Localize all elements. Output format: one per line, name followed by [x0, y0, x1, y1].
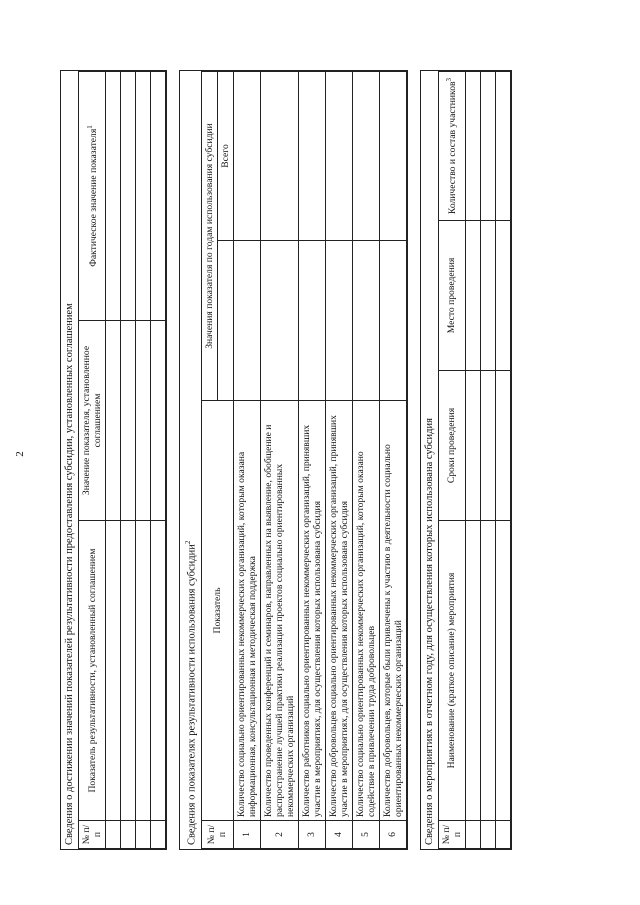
row-num: 1 — [233, 821, 260, 849]
section-results-indicators — [179, 70, 408, 850]
row-indicator-text: Количество социально ориентированных некоммерческих организаций, которым оказана информационная, консультационная и методическая поддержка — [233, 401, 260, 821]
table-row — [465, 72, 480, 849]
page-number: 2 — [14, 451, 26, 457]
footnote-1-mark: 1 — [85, 125, 94, 129]
section-events — [420, 70, 512, 850]
col-planned-header: Значение показателя, установленное соглашением — [79, 321, 106, 521]
results-achievement-table — [78, 71, 166, 849]
section-results-achievement — [60, 70, 167, 850]
table-header-row — [438, 72, 465, 849]
table-row — [298, 72, 325, 849]
col-values-group-header: Значения показателя по годам использования субсидии — [201, 72, 217, 401]
row-num: 3 — [298, 821, 325, 849]
table-header-row — [201, 72, 217, 849]
row-indicator-text: Количество работников социально ориентированных некоммерческих организаций, принявших участие в мероприятиях, для осуществления которых использована субсидия — [298, 401, 325, 821]
col-participants-header — [438, 72, 465, 221]
col-year-header — [217, 241, 233, 401]
footnote-3-mark: 3 — [445, 77, 454, 82]
section2-caption — [180, 71, 201, 849]
row-indicator-text: Количество добровольцев социально ориентированных некоммерческих организаций, принявших участие в мероприятиях, для осуществления которых использована субсидия — [325, 401, 352, 821]
table-row — [260, 72, 298, 849]
col-name-header: Наименование (краткое описание) мероприятия — [438, 521, 465, 821]
table-row — [151, 72, 166, 849]
row-indicator-text: Количество социально ориентированных некоммерческих организаций, которым оказано содействие в привлечении труда добровольцев — [352, 401, 379, 821]
table-row — [121, 72, 136, 849]
col-actual-header-label: Фактическое значение показателя — [88, 128, 100, 267]
table-row — [379, 72, 406, 849]
col-num-header: № п/п — [438, 821, 465, 849]
col-place-header: Место проведения — [438, 221, 465, 371]
row-num: 6 — [379, 821, 406, 849]
col-num-header: № п/п — [79, 821, 106, 849]
section1-caption: Сведения о достижении значений показателей результативности предоставления субсидии, установленных соглашением — [64, 303, 75, 845]
footnote-2-mark: 2 — [184, 540, 192, 545]
row-num: 5 — [352, 821, 379, 849]
table-row — [106, 72, 121, 849]
row-indicator-text: Количество проведенных конференций и семинаров, направленных на выявление, обобщение и распространение лучшей практики реализации проектов социально ориентированных некоммерческих организаций — [260, 401, 298, 821]
table-row — [480, 72, 495, 849]
table-row — [136, 72, 151, 849]
events-table — [438, 71, 511, 849]
table-row — [325, 72, 352, 849]
section3-caption: Сведения о мероприятиях в отчетном году, для осуществления которых использована субсидия — [423, 418, 435, 845]
table-row — [352, 72, 379, 849]
col-actual-header — [79, 72, 106, 321]
row-num: 4 — [325, 821, 352, 849]
col-total-header: Всего — [217, 72, 233, 241]
table-header-row — [79, 72, 106, 849]
col-num-header: № п/п — [201, 821, 233, 849]
table-row — [495, 72, 510, 849]
row-num: 2 — [260, 821, 298, 849]
col-participants-header-label: Количество и состав участников — [447, 81, 459, 215]
col-indicator-header: Показатель — [201, 401, 233, 821]
table-row — [233, 72, 260, 849]
section2-caption-text: Сведения о показателях результативности использования субсидии — [186, 544, 198, 845]
row-indicator-text: Количество добровольцев, которые были привлечены к участию в деятельности социально ориентированных некоммерческих организаций — [379, 401, 406, 821]
results-indicators-table — [201, 71, 407, 849]
rotated-document-content — [60, 70, 480, 850]
col-indicator-header: Показатель результативности, установленный соглашением — [79, 521, 106, 821]
col-dates-header: Сроки проведения — [438, 371, 465, 521]
